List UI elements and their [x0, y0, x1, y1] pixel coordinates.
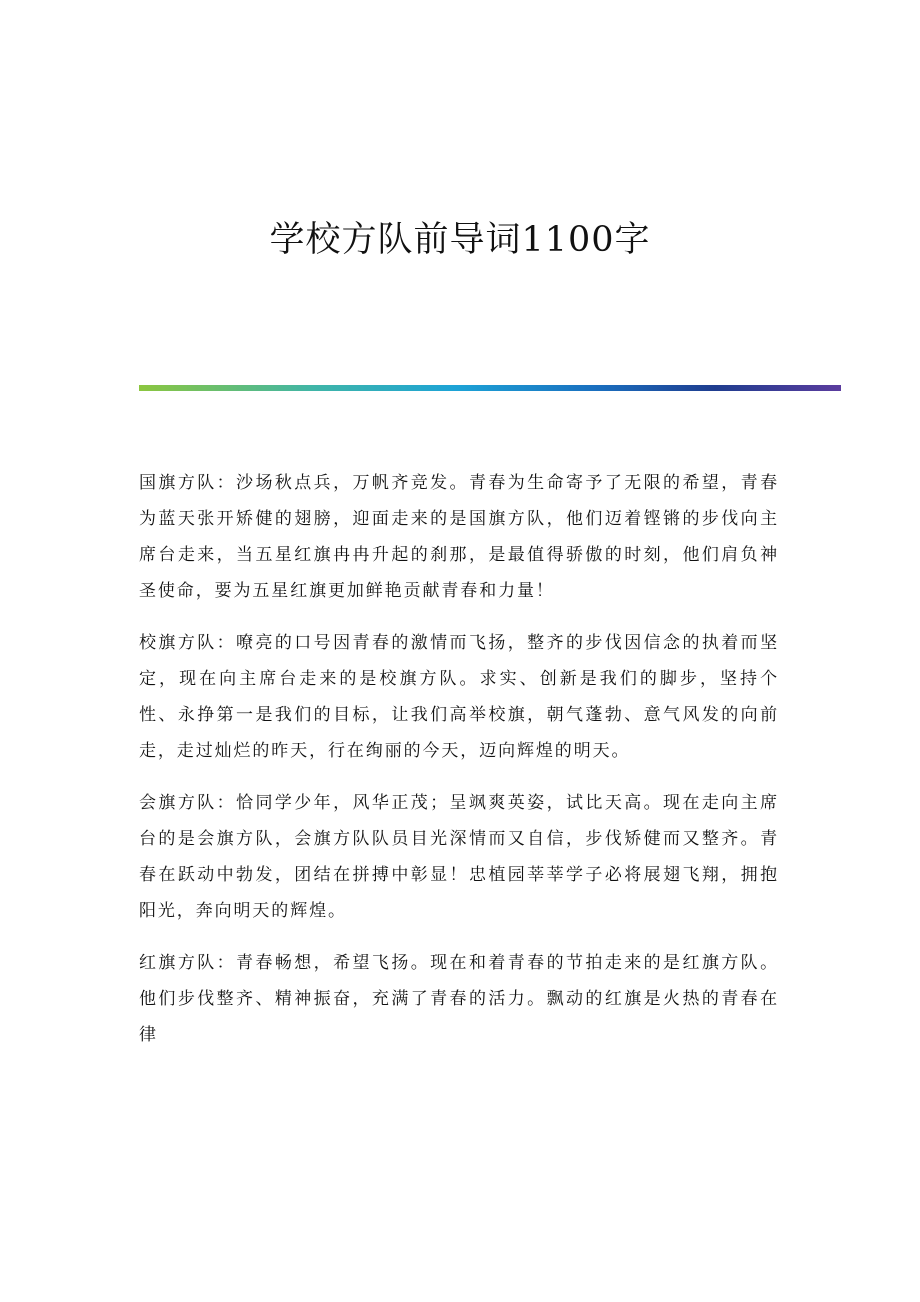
- paragraph-league-flag-team: 会旗方队：恰同学少年，风华正茂；呈飒爽英姿，试比天高。现在走向主席台的是会旗方队，会旗方队队员目光深情而又自信，步伐矫健而又整齐。青春在跃动中勃发，团结在拼搏中彰显！忠植园莘莘学子必将展翅飞翔，拥抱阳光，奔向明天的辉煌。: [139, 793, 779, 921]
- paragraph-red-flag-team: 红旗方队：青春畅想，希望飞扬。现在和着青春的节拍走来的是红旗方队。他们步伐整齐、精神振奋，充满了青春的活力。飘动的红旗是火热的青春在律: [139, 953, 779, 1045]
- paragraph-national-flag-team: 国旗方队：沙场秋点兵，万帆齐竞发。青春为生命寄予了无限的希望，青春为蓝天张开矫健的翅膀，迎面走来的是国旗方队，他们迈着铿锵的步伐向主席台走来，当五星红旗冉冉升起的刹那，是最值得骄傲的时刻，他们肩负神圣使命，要为五星红旗更加鲜艳贡献青春和力量！: [139, 473, 779, 601]
- paragraph-school-flag-team: 校旗方队：嘹亮的口号因青春的激情而飞扬，整齐的步伐因信念的执着而坚定，现在向主席台走来的是校旗方队。求实、创新是我们的脚步，坚持个性、永挣第一是我们的目标，让我们高举校旗，朝气蓬勃、意气风发的向前走，走过灿烂的昨天，行在绚丽的今天，迈向辉煌的明天。: [139, 633, 779, 761]
- title-divider: [139, 385, 841, 391]
- document-title: 学校方队前导词1100字: [269, 220, 651, 260]
- document-body: [139, 465, 779, 1069]
